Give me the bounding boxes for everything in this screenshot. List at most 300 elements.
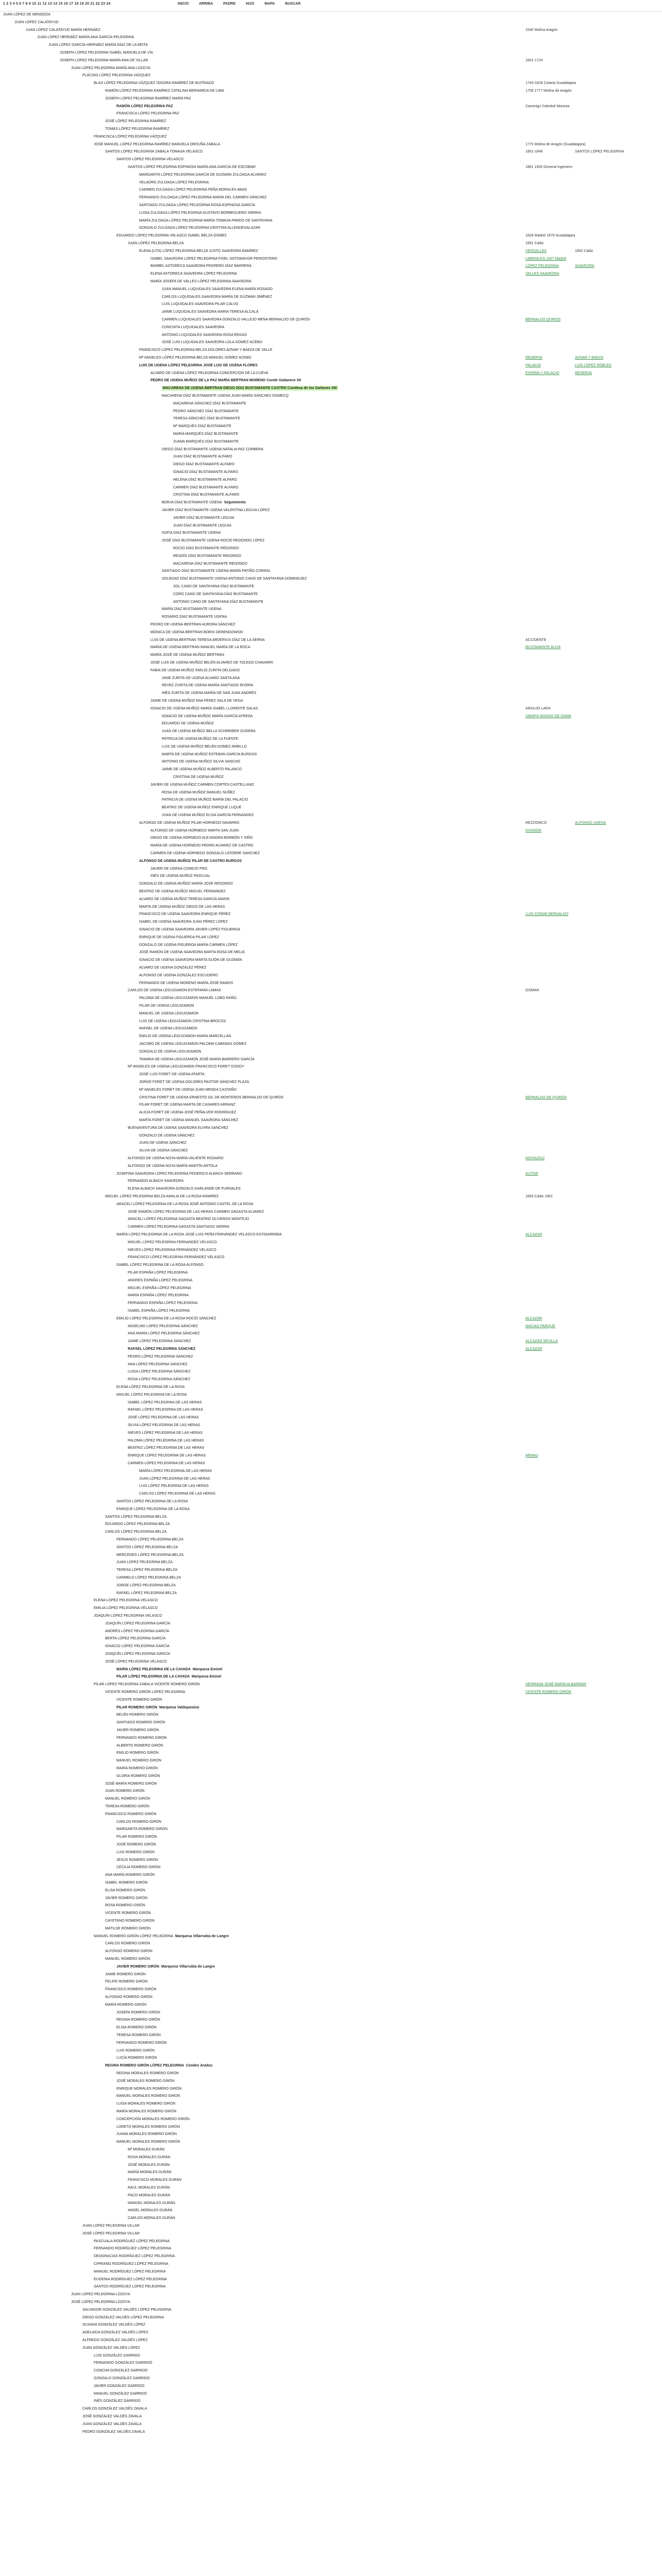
person-name[interactable]: JUAN LÓPEZ PELEGRINA LOZOYA	[71, 2293, 130, 2297]
person-name[interactable]: MARTA FORET DE UGENA MANUEL SAAVEDRA SÁNCHEZ	[139, 1118, 239, 1122]
person-name[interactable]: MANUEL MORALES ROMERO GIRÓN	[116, 2140, 180, 2144]
person-name[interactable]: MARGARITA LÓPEZ PELEGRINA GARCÍA DE GUZMÁN ZULOAGA ALVAREZ	[139, 173, 267, 177]
person-name[interactable]: DIEGO DÍAZ BUSTAMANTE UGENA NATALIA PAZ CORBERA	[162, 447, 264, 451]
person-name[interactable]: SANTOS LÓPEZ PELEGRINA ESPINOSA MARÍA ANA GARCÍA DE ESCOBAR	[128, 165, 256, 169]
info-link[interactable]: AUTOR	[525, 1172, 538, 1176]
person-name[interactable]: MACARENA DÍAZ BUSTAMANTE REDONDO	[173, 562, 248, 566]
menu-item-padre[interactable]: PADRE	[223, 2, 236, 6]
info-link[interactable]: HERMANA JOSÉ MARÍA ALBARRÁN	[525, 1683, 586, 1687]
person-name[interactable]: ANTONIO LUQUIDALES SAAVEDRA ROSA REGAS	[162, 333, 247, 337]
person-name[interactable]: PLÁCIDO LÓPEZ PELEGRINA VÁZQUEZ	[82, 74, 151, 78]
person-name[interactable]: REGINA ROMERO GIRÓN LÓPEZ PELEGRINA	[105, 2064, 184, 2068]
person-name[interactable]: SOL CANO DE SANTAYANA DÍAZ BUSTAMANTE	[173, 585, 254, 588]
info-link[interactable]: DIVISIÓN	[525, 828, 541, 833]
person-name[interactable]: MARTA DE UGENA MUÑOZ DIEGO DE LAS HERAS	[139, 905, 225, 909]
person-name[interactable]: CARMEN LÓPEZ PELEGRINA SAGASTA SANTIAGO SIERRA	[128, 1225, 230, 1229]
person-name[interactable]: CARLOS ROMERO GIRÓN	[105, 1942, 150, 1946]
person-name[interactable]: JOSÉ MARÍA ROMERO GIRÓN	[105, 1782, 157, 1786]
person-name[interactable]: CIPRIANO RODRÍGUEZ LÓPEZ PELEGRINA	[94, 2262, 168, 2266]
person-name[interactable]: MIGUEL LÓPEZ PELEGRINA BELZA AMALIA DE LA ROSA RAMÍREZ	[105, 1195, 219, 1198]
person-name[interactable]: JAVIER DÍAZ BUSTAMANTE UGENA VALENTINA LEGUIA LÓPEZ	[162, 509, 270, 512]
person-name[interactable]: ELISA ROMERO GIRÓN	[116, 2026, 157, 2030]
person-name[interactable]: JOSÉ LUIS DE UGENA MUÑOZ BELÉN ALVAREZ DE TOLEDO CHAVARRI	[150, 661, 274, 665]
person-name[interactable]: JOSÉ DÍAZ BUSTAMANTE UGENA ROCÍO REDONDO LÓPEZ	[162, 539, 265, 543]
person-name[interactable]: SANTOS RODRÍGUEZ LÓPEZ PELEGRINA	[94, 2285, 166, 2289]
person-name[interactable]: EMILIO ROMERO GIRÓN	[116, 1751, 159, 1755]
person-name[interactable]: FERNANDO LÓPEZ PELEGRINA BELZA	[116, 1538, 183, 1541]
person-name[interactable]: ELENA ASTORECA SAAVEDRA LÓPEZ PELEGRINA	[150, 272, 237, 276]
person-name[interactable]: ELENA LÓPEZ PELEGRINA VELASCO	[94, 1599, 158, 1603]
person-name[interactable]: BERTA LÓPEZ PELEGRINA GARCÍA	[105, 1637, 166, 1641]
person-name[interactable]: NIEVES LÓPEZ PELEGRINA FERNÁNDEZ VELASCO	[128, 1248, 216, 1252]
person-name[interactable]: JUAN LÓPEZ DE MENDOZA	[3, 13, 50, 16]
person-name[interactable]: Mª ANGELES DE UGENA LEGUIZAMON FRANCISCO FORET GODOY	[128, 1065, 245, 1069]
person-name[interactable]: FERNANDO GONZÁLEZ GARRIDO	[94, 2361, 152, 2365]
person-name[interactable]: SANTOS LÓPEZ PELEGRINA BELZA	[116, 1545, 178, 1549]
person-name[interactable]: TERESA SÁNCHEZ DÍAZ BUSTAMANTE	[173, 417, 241, 421]
person-name[interactable]: FRANCISCO DE UGENA SAAVEDRA ENRIQUE PÉREZ	[139, 912, 231, 917]
person-name[interactable]: JUANA MARQUÉS DÍAZ BUSTAMANTE	[173, 439, 239, 444]
person-name[interactable]: RAMÓN LÓPEZ PELEGRINA PAZ	[116, 104, 173, 108]
person-name[interactable]: CARLOS LÓPEZ PELEGRINA DE LAS HERAS	[139, 1492, 216, 1496]
person-name[interactable]: MARÍA ZULOAGA LÓPEZ PELEGRINA MARÍA TOMASA PARDO DE SANTAYANA	[139, 218, 273, 223]
person-name[interactable]: MARTA DE UGENA MUÑOZ ESTEBAN GARCÍA BURGOS	[162, 752, 257, 756]
person-name[interactable]: FRANCISCO ROMERO GIRÓN	[105, 1988, 157, 1992]
person-name[interactable]: ALFONSO DE UGENA GONZÁLEZ ESCUDERO	[139, 973, 218, 977]
person-name[interactable]: JAVIER ROMERO GIRÓN	[116, 1728, 159, 1732]
person-name[interactable]: SANTOS LÓPEZ PELEGRINA VELASCO	[116, 158, 184, 162]
person-name[interactable]: Mª ANGELES FORET DE UGENA JUAN MENDA CASTAÑO	[139, 1088, 237, 1092]
person-name[interactable]: EDUARDO DE UGENA MUÑOZ	[162, 722, 214, 726]
person-name[interactable]: ALFONSO ROMERO GIRÓN	[105, 1995, 152, 1999]
person-name[interactable]: INÉS GONZÁLEZ GARRIDO	[94, 2399, 141, 2403]
person-name[interactable]: VICENTE ROMERO GIRÓN	[105, 1911, 151, 1916]
person-name[interactable]: IGNACIO DE UGENA MUÑOZ MARÍA ISABEL LLORENTE SALAS	[150, 706, 258, 710]
person-name[interactable]: ALFONSO DE UGENA MUÑOZ PILAR DE CASTRO BURGOS	[139, 859, 242, 863]
person-name[interactable]: JUAN ROMERO GIRÓN	[105, 1789, 145, 1793]
person-name[interactable]: JUAN DE UGENA SÁNCHEZ	[139, 1141, 186, 1145]
person-name[interactable]: EMILIO LÓPEZ PELEGRINA DE LA ROSA ROCÍO SÁNCHEZ	[116, 1316, 216, 1320]
person-name[interactable]: EUGENIA RODRÍGUEZ LÓPEZ PELEGRINA	[94, 2277, 167, 2281]
person-name[interactable]: EMILIO DE UGENA LEGUIZAMON MARÍA MARCELLÁN	[139, 1035, 231, 1039]
person-name[interactable]: MARÍA JOSÉ DE UGENA MUÑOZ BERTRAN	[150, 653, 225, 657]
person-name[interactable]: GONZALO DE UGENA FIGUEROA MARÍA CARMEN LÓPEZ	[139, 943, 238, 947]
person-name[interactable]: PEDRO DE UGENA MUÑOZ DE LA PAZ MARÍA BERTRAN MORENO Conde Gaitanero XII	[150, 379, 301, 383]
person-name[interactable]: MANUEL ROMERO GIRÓN	[105, 1797, 150, 1801]
person-name[interactable]: FERNANDO ROMERO GIRÓN	[116, 1736, 167, 1740]
person-name[interactable]: PILAR DE UGENA LEGUIZAMON	[139, 1004, 194, 1008]
person-name[interactable]: ISABEL LÓPEZ PELEGRINA DE LA ROSA ALFONSO	[116, 1263, 203, 1267]
person-name[interactable]: JUAN DÍAZ BUSTAMANTE LEGUIA	[173, 523, 232, 528]
person-name[interactable]: ANTONIO DE UGENA MUÑOZ SILVIA SANCHO	[162, 760, 241, 764]
person-name[interactable]: GLORIA ROMERO GIRÓN	[116, 1774, 160, 1778]
person-name[interactable]: FRANCISCO LÓPEZ PELEGRINA BELZA DOLORES AZNAR Y BAEZA DE VALLE	[139, 348, 273, 352]
person-name[interactable]: PILAR FORET DE UGENA MARTA DE CASARES ARRANZ	[139, 1103, 235, 1107]
person-name[interactable]: CECILIA ROMERO GIRÓN	[116, 1866, 161, 1870]
person-name[interactable]: MANUEL MORALES ROMERO GIRÓN	[116, 2094, 180, 2098]
person-name[interactable]: MARÍA DE UGENA BERTRAN MANUEL MARÍA DE LA ROCA	[150, 646, 250, 650]
person-name[interactable]: JUAN LÓPEZ PELEGRINA DE LAS HERAS	[139, 1477, 210, 1481]
info-link-secondary[interactable]: ALFONSO UGENA	[575, 821, 606, 825]
person-name[interactable]: MÓNICA DE UGENA BERTRAN BORIS DERENGOWSKI	[150, 630, 243, 634]
person-name[interactable]: JOSEFA ROMERO GIRÓN	[116, 2010, 160, 2014]
person-name[interactable]: JUAN DE UGENA MUÑOZ ELISA GARCÍA FERNANDEZ	[162, 814, 254, 817]
person-name[interactable]: MANUEL GONZÁLEZ GARRIDO	[94, 2392, 147, 2396]
person-name[interactable]: ALFONSO ROMERO GIRÓN	[105, 1950, 152, 1954]
menu-item-inicio[interactable]: INICIO	[178, 2, 189, 6]
person-name[interactable]: PASCUALA RODRÍGUEZ LÓPEZ PELEGRINA	[94, 2239, 170, 2243]
person-name[interactable]: ANA MARÍA LÓPEZ PELEGRINA SÁNCHEZ	[128, 1332, 200, 1336]
menu-item-mapa[interactable]: MAPA	[264, 2, 275, 6]
person-name[interactable]: ARACELI LÓPEZ PELEGRINA SAGASTA BEATRIZ OLIVEROS MONTEJO	[128, 1217, 249, 1222]
person-name[interactable]: JOSÉ LUIS FORET DE UGENA ATARTA	[139, 1073, 205, 1077]
person-name[interactable]: JANE ZURITA DE UGENA ALVARO SANTA ANA	[162, 676, 240, 680]
person-name[interactable]: CARLOS LUQUIDALES SAAVEDRA MARÍA DE GÚZMAN JIMÉNEZ	[162, 295, 272, 299]
person-name[interactable]: ISABEL LÓPEZ PELEGRINA DE LAS HERAS	[128, 1400, 202, 1404]
person-name[interactable]: JORGE LÓPEZ PELEGRINA BELZA	[116, 1583, 176, 1587]
person-name[interactable]: PALOMA LÓPEZ PELEGRINA DE LAS HERAS	[128, 1438, 204, 1443]
person-name[interactable]: VICENTE ROMERO GIRÓN LÓPEZ PELEGRINA	[105, 1690, 185, 1694]
person-name[interactable]: ALFREDO GONZÁLEZ VALDÉS LÓPEZ	[82, 2338, 148, 2342]
person-name[interactable]: MARÍA LÓPEZ PELEGRINA DE LA ROSA JOSÉ LUIS PEÑA FERNÁNDEZ VELASCO-ESTIGARRIBIA	[116, 1233, 282, 1236]
info-link[interactable]: LUIS CONDE BERNALDO	[525, 912, 569, 917]
person-name[interactable]: TERESA ROMERO GIRÓN	[116, 2033, 161, 2037]
person-name[interactable]: LUIS LUQUIDALES SAAVEDRA PILAR CALVO	[162, 302, 239, 307]
person-name[interactable]: DIEGO GONZÁLEZ VALDÉS LÓPEZ PELEGRINA	[82, 2315, 164, 2319]
person-name[interactable]: CONCEPCIÓN MORALES ROMERO GIRÓN	[116, 2117, 190, 2121]
person-name[interactable]: LUIS DE UGENA LÓPEZ PELEGRINA JOSÉ LUIS DE UGENA FLORES	[139, 363, 258, 367]
person-name[interactable]: IGNACIO DE UGENA MUÑOZ MARÍA GARCÍA ATRESA	[162, 714, 253, 718]
person-name[interactable]: ROCÍO DÍAZ BUSTAMANTE REDONDO	[173, 547, 239, 550]
person-name[interactable]: CARMEN DE UGENA HORNEDO GONZALO LATORRE SANCHEZ	[150, 852, 260, 855]
person-name[interactable]: ANA MARÍA ROMERO GIRÓN	[105, 1873, 155, 1877]
menu-item-hijo[interactable]: HIJO	[246, 2, 254, 6]
person-name[interactable]: EMILIA LÓPEZ PELEGRINA VELASCO	[94, 1606, 158, 1611]
person-name[interactable]: PILAR LÓPEZ PELEGRINA DE LA CAVADA	[116, 1675, 190, 1679]
person-name[interactable]: JUAN GONZÁLEZ VALDÉS ZAVALA	[82, 2422, 142, 2426]
person-name[interactable]: FABIA DE UGENA MUÑOZ EMILIO ZURITA DELGADO	[150, 668, 240, 672]
person-name[interactable]: ANA LÓPEZ PELEGRINA SÁNCHEZ	[128, 1362, 188, 1366]
person-name[interactable]: BEATRIZ DE UGENA MUÑOZ MIGUEL FERNANDEZ	[139, 890, 226, 893]
person-name[interactable]: ENRIQUE LÓPEZ PELEGRINA DE LA ROSA	[116, 1507, 190, 1511]
person-name[interactable]: SANTIAGO ZULOAGA LÓPEZ PELEGRINA ROSA ESPINOSA GARCÍA	[139, 204, 256, 207]
person-name[interactable]: JAVIER ROMERO GIRÓN	[116, 1964, 160, 1969]
person-name[interactable]: Mª MORALES DURÁN	[128, 2148, 165, 2151]
person-name[interactable]: JESÚS ROMERO GIRÓN	[116, 1858, 158, 1862]
person-name[interactable]: MIGUEL LÓPEZ PELEGRINA FERNANDEZ VELASCO	[128, 1240, 217, 1244]
person-name[interactable]: ISABEL DE UGENA SAAVEDRA JUAN PÉREZ LÓPEZ	[139, 920, 228, 924]
person-name[interactable]: MIGUEL LÓPEZ PELEGRINA DE LA ROSA	[116, 1393, 187, 1397]
person-name[interactable]: FRANCISCO LÓPEZ PELEGRINA FERNÁNDEZ VELASCO	[128, 1256, 225, 1260]
person-name[interactable]: CRISTINA FORET DE UGENA ERNESTO GIL DE MONTEROS BERNALDO DE QUIRÓS	[139, 1095, 284, 1099]
person-name[interactable]: LUIS ROMERO GIRÓN	[116, 2048, 155, 2053]
info-link[interactable]: BUSTAMANTE ALVIA	[525, 646, 561, 650]
person-name[interactable]: DEOGRACIAS RODRÍGUEZ LÓPEZ PELEGRINA	[94, 2255, 175, 2259]
person-name[interactable]: MANUEL DE UGENA LEGUIZAMON	[139, 1011, 199, 1015]
person-name[interactable]: FRANCISCO MORALES DURÁN	[128, 2178, 182, 2182]
person-name[interactable]: CARLOS MORALES DURÁN	[128, 2216, 175, 2221]
person-name[interactable]: IGNACIO DE UGENA SAAVEDRA JAVIER LOPEZ FIGUEROA	[139, 928, 241, 931]
person-name[interactable]: MARÍA ESPAÑA LÓPEZ PELEGRINA	[128, 1294, 189, 1298]
person-name[interactable]: RAMÓN LÓPEZ PELEGRINA RAMÍREZ CATALINA BERNARDA DE LIMA	[105, 89, 225, 93]
person-name[interactable]: REGINA MORALES ROMERO GIRÓN	[116, 2072, 179, 2075]
info-link[interactable]: LÓPEZ PELEGRINA	[525, 264, 559, 268]
person-name[interactable]: BORJA DÍAZ BUSTAMANTE UGENA	[162, 501, 222, 505]
menu-item-arriba[interactable]: ARRIBA	[199, 2, 213, 6]
info-link[interactable]: PALACIO	[525, 363, 541, 367]
person-name[interactable]: MARÍA DE UGENA HORNEDO PEDRO ALVAREZ DE CASTRO	[150, 844, 253, 848]
person-name[interactable]: JUAN LÓPEZ GARCÍA-HERNÁEZ MARÍA DÍAZ DE LA MOTA	[48, 43, 148, 47]
person-name[interactable]: RAFAEL DE UGENA LEGUIZAMON	[139, 1027, 197, 1031]
person-name[interactable]: ROSARIO DÍAZ BUSTAMANTE UGENA	[162, 615, 227, 619]
info-link[interactable]: ALCAZAR	[525, 1233, 542, 1236]
person-name[interactable]: ENRIQUE LÓPEZ PELEGRINA DE LAS HERAS	[128, 1454, 206, 1458]
person-name[interactable]: ELISA ROMERO GIRÓN	[105, 1888, 145, 1892]
person-name[interactable]: ALICIA FORET DE UGENA JOSÉ PEÑALVER RODRÍGUEZ	[139, 1111, 236, 1115]
menu-item-buscar[interactable]: BUSCAR	[285, 2, 301, 6]
person-name[interactable]: MARÍA JOSEFA DE VALLES LÓPEZ PELEGRINA SAAVEDRA	[150, 280, 251, 283]
person-name[interactable]: IGNACIO DÍAZ BUSTAMANTE ALFARO	[173, 470, 238, 474]
person-name[interactable]: TAMARA DE UGENA LEGUIZAMON JOSÉ MARÍA BARRERO GARCÍA	[139, 1057, 254, 1061]
person-name[interactable]: JOAQUÍN LÓPEZ PELEGRINA GARCÍA	[105, 1652, 171, 1656]
person-name[interactable]: VICENTE ROMERO GIRÓN	[116, 1698, 162, 1702]
person-name[interactable]: JAIME DE UGENA MUÑOZ ANA PEREZ SALA DE VEGA	[150, 699, 243, 703]
person-name[interactable]: ARACELI LÓPEZ PELEGRINA DE LA ROSA JOSÉ ANTONIO CASTEL DE LA ROSA	[116, 1202, 253, 1206]
person-name[interactable]: BEATRIZ DE UGENA MUÑOZ ENRIQUE LUQUE	[162, 806, 242, 810]
person-name[interactable]: ELENA ALBACH SAAVEDRA GONZALO GARLANDE DE FURNALES	[128, 1187, 241, 1191]
person-name[interactable]: JOSÉ LUIS LUQUIDALES SAAVEDRA LOLA GÓMEZ-ACEBO	[162, 341, 263, 345]
person-name[interactable]: ISABEL SAAVEDRA LÓPEZ PELEGRINA FIDEL SOTOMAYOR PERIOSTERO	[150, 257, 278, 261]
person-name[interactable]: ANDRÉS LÓPEZ PELEGRINA GARCÍA	[105, 1629, 169, 1633]
person-name[interactable]: SUSANA GONZÁLEZ VALDÉS LÓPEZ	[82, 2323, 146, 2327]
info-link-secondary[interactable]: AZNAR Y BAEZA	[575, 356, 603, 360]
person-name[interactable]: ROSA DE UGENA MUÑOZ MANUEL NUÑEZ	[162, 790, 235, 794]
person-name[interactable]: BUENAVENTURA DE UGENA SAAVEDRA ELVIRA SANCHEZ	[128, 1126, 229, 1130]
info-link[interactable]: BERNALDO QUIRÓS	[525, 318, 561, 321]
person-name[interactable]: JOSEFINA SAAVEDRA LÓPEZ PELEGRINA FEDERICO ALBACH SERRANO	[116, 1172, 242, 1176]
person-name[interactable]: PILAR ROMERO GIRÓN	[116, 1705, 158, 1709]
person-name[interactable]: JOSÉ LÓPEZ PELEGRINA VILLAR	[82, 2231, 140, 2235]
person-name[interactable]: GONZALO DE UGENA MUÑOZ MARÍA JOSÉ REDONDO	[139, 882, 233, 886]
person-name[interactable]: JOSÉ MORALES ROMERO GIRÓN	[116, 2079, 175, 2083]
person-name[interactable]: MERCEDES LÓPEZ PELEGRINA BELZA	[116, 1553, 184, 1557]
person-name[interactable]: PALOMA DE UGENA LEGUIZAMON MANUEL LOBO RAÑO	[139, 996, 237, 1001]
person-name[interactable]: RAFAEL LÓPEZ PELEGRINA DE LAS HERAS	[128, 1408, 203, 1412]
person-name[interactable]: FRANCISCA LÓPEZ PELEGRINA PAZ	[116, 112, 179, 116]
person-name[interactable]: MARÍA ROMERO GIRÓN	[105, 2003, 147, 2007]
person-name[interactable]: GONZALO DE UGENA LEGUIZAMON	[139, 1049, 201, 1054]
person-name[interactable]: ANSELMO LÓPEZ PELEGRINA SÁNCHEZ	[128, 1324, 198, 1328]
person-name[interactable]: FRANCISCA LÓPEZ PELEGRINA VÁZQUEZ	[94, 134, 167, 139]
info-link-secondary[interactable]: LUIS LÓPEZ ROBLES	[575, 363, 612, 367]
person-name[interactable]: JUAN LÓPEZ CALATAYUD MARÍA HERNÁEZ	[26, 28, 100, 32]
person-name[interactable]: ANGEL MORALES DURÁN	[128, 2209, 173, 2213]
person-name[interactable]: GONZALO DE UGENA SÁNCHEZ	[139, 1133, 195, 1138]
person-name[interactable]: REGINA ROMERO GIRÓN	[116, 2018, 160, 2022]
person-name[interactable]: JOSEPH LÓPEZ PELEGRINA MARÍA ANA DE VILLAR	[60, 58, 148, 62]
person-name[interactable]: JUAN DE UGENA MUÑOZ BELLA SCHREIBER GUERRA	[162, 730, 256, 734]
person-name[interactable]: ALBERTO ROMERO GIRÓN	[116, 1743, 163, 1748]
person-name[interactable]: IGNACIO LÓPEZ PELEGRINA GARCÍA	[105, 1645, 169, 1649]
person-name[interactable]: LORETO MORALES ROMERO GIRÓN	[116, 2125, 180, 2129]
person-name[interactable]: PATRICIA DE UGENA MUÑOZ DE LA FUENTE	[162, 737, 239, 741]
person-name[interactable]: CARLOS GONZÁLEZ VALDÉS ZAVALA	[82, 2407, 147, 2411]
person-name[interactable]: CARMEN DÍAZ BUSTAMANTE ALFARO	[173, 485, 239, 489]
person-name[interactable]: JUAN LÓPEZ PELEGRINA VILLAR	[82, 2224, 140, 2228]
person-name[interactable]: PILAR ESPAÑA LÓPEZ PELEGRINA	[128, 1271, 188, 1275]
person-name[interactable]: PATRICIA DE UGENA MUÑOZ MARÍA DEL PALACIO	[162, 798, 248, 802]
person-name[interactable]: DIEGO DÍAZ BUSTAMANTE ALFARO	[173, 463, 234, 467]
person-name[interactable]: SOLEDAD DÍAZ BUSTAMANTE UGENA ANTONIO CANO DE SANTAYANA DOMINGUEZ	[162, 577, 307, 581]
person-name[interactable]: LUIS ROMERO GIRÓN	[116, 1850, 155, 1854]
person-name[interactable]: JUAN GONZÁLEZ VALDÉS LÓPEZ	[82, 2346, 140, 2350]
person-name[interactable]: JUAN LÓPEZ PELEGRINA BELZA	[116, 1561, 173, 1565]
person-name[interactable]: RAFAEL LÓPEZ PELEGRINA SÁNCHEZ	[128, 1347, 196, 1351]
person-name[interactable]: BELÉN ROMERO GIRÓN	[116, 1713, 159, 1717]
person-name[interactable]: ELENA LÓPEZ PELEGRINA DE LA ROSA	[116, 1385, 185, 1389]
info-link[interactable]: OBISPO BURGO DE OSMA	[525, 714, 571, 718]
person-name[interactable]: JUAN LÓPEZ HERNÁEZ MARÍA ANA GARCÍA PELEGRINA	[37, 36, 134, 40]
person-name[interactable]: ANTONIO CANO DE SANTAYANA DÍAZ BUSTAMANTE	[173, 600, 264, 604]
person-name[interactable]: BLAS LÓPEZ PELEGRINA VÁZQUEZ ISIDORA RAMÍREZ DE BUITRAGO	[94, 81, 214, 86]
person-name[interactable]: LUISA ZULOAGA LÓPEZ PELEGRINA GUSTAVO BORBEGUERO SIERRA	[139, 211, 261, 215]
person-name[interactable]: SANTIAGO DÍAZ BUSTAMANTE UGENA MARÍA PATIÑO CORRAL	[162, 569, 271, 573]
person-name[interactable]: JAIME LUQUIDALES SAAVEDRA MARÍA TERESA ALCALÁ	[162, 310, 259, 314]
person-name[interactable]: JOSEPH LÓPEZ PELEGRINA ISABEL MANUELA DE VÍA	[60, 51, 154, 55]
person-name[interactable]: PEDRO GONZÁLEZ VALDÉS ZAVALA	[82, 2430, 145, 2434]
person-name[interactable]: TERESA ROMERO GIRÓN	[105, 1805, 149, 1808]
person-name[interactable]: REGOÍS DÍAZ BUSTAMANTE REDONDO	[173, 554, 242, 558]
person-name[interactable]: GONZALO ZULOAGA LÓPEZ PELEGRINA CRISTINA ALLENDESALAZAR	[139, 226, 261, 230]
info-link[interactable]: ARNAU	[525, 1454, 538, 1458]
person-name[interactable]: CARLOS LÓPEZ PELEGRINA BELZA	[105, 1530, 167, 1534]
person-name[interactable]: ALFONSO DE UGENA HORNEDO MARTA SAN JUAN	[150, 828, 239, 833]
info-link-secondary[interactable]: SAAVEDRA	[575, 264, 595, 268]
info-link[interactable]: RESERVA	[525, 356, 542, 360]
person-name[interactable]: SALVADOR GONZÁLEZ VALDÉS LÓPEZ PELEGRINA	[82, 2308, 172, 2312]
person-name[interactable]: MARÍA LÓPEZ PELEGRINA DE LAS HERAS	[139, 1469, 212, 1473]
person-name[interactable]: MANUEL MORALES DURÁN	[128, 2201, 175, 2205]
person-name[interactable]: JUAN DÍAZ BUSTAMANTE ALFARO	[173, 455, 232, 459]
person-name[interactable]: IGNACIO DE UGENA SAAVEDRA MARTA GIJÓN DE GUZMÁN	[139, 958, 242, 962]
person-name[interactable]: SILVIA DE UGENA SÁNCHEZ	[139, 1149, 188, 1153]
person-name[interactable]: JUANA MORALES ROMERO GIRÓN	[116, 2132, 177, 2137]
person-name[interactable]: JOSÉ LÓPEZ PELEGRINA DE LAS HERAS	[128, 1416, 199, 1420]
person-name[interactable]: ALFONSO DE UGENA NOYA MARÍA VALIENTE ROSARIO	[128, 1157, 224, 1160]
person-name[interactable]: PILAR LÓPEZ PELEGRINA ZABALA VICENTE ROMERO GIRÓN	[94, 1683, 200, 1687]
person-name[interactable]: BEATRIZ LÓPEZ PELEGRINA DE LAS HERAS	[128, 1446, 205, 1450]
person-name[interactable]: FERNANDO ZULOAGA LÓPEZ PELEGRINA MARÍA DEL CARMEN SÁNCHEZ	[139, 196, 267, 200]
info-link[interactable]: ALCAZAR	[525, 1316, 542, 1320]
person-name[interactable]: JAVIER DE UGENA MUÑOZ CARMEN CORTÉS CASTELLANO	[150, 783, 254, 787]
person-name[interactable]: CARLOS DE UGENA LEGUIZAMON ESTEFANÍA LAMAS	[128, 989, 221, 993]
person-name[interactable]: JOAQUÍN LÓPEZ PELEGRINA GARCÍA	[105, 1621, 171, 1625]
person-name[interactable]: FERNANDO ROMERO GIRÓN	[116, 2041, 167, 2045]
person-name[interactable]: PACO MORALES DURÁN	[128, 2193, 171, 2197]
person-name[interactable]: MARGARITA ROMERO GIRÓN	[116, 1827, 168, 1832]
person-name[interactable]: JOSÉ LÓPEZ PELEGRINA VELASCO	[105, 1659, 167, 1664]
person-name[interactable]: LUISA LÓPEZ PELEGRINA SÁNCHEZ	[128, 1370, 191, 1374]
person-name[interactable]: CARMEN LÓPEZ PELEGRINA DE LAS HERAS	[128, 1462, 205, 1465]
info-link[interactable]: VALLES SAAVEDRA	[525, 272, 559, 276]
person-name[interactable]: JORGE FORET DE UGENA DOLORES PASTOR SÁNCHEZ PLAZA	[139, 1080, 249, 1084]
person-name[interactable]: EDUARDO LÓPEZ PELEGRINA BELZA	[105, 1522, 170, 1527]
person-name[interactable]: JAVIER DÍAZ BUSTAMANTE LEGUIA	[173, 516, 234, 520]
info-link[interactable]: VICENTE ROMERO GIRÓN	[525, 1690, 571, 1694]
person-name[interactable]: ROSA LÓPEZ PELEGRINA SÁNCHEZ	[128, 1378, 191, 1382]
info-link[interactable]: MACIAS PARQUE	[525, 1324, 555, 1328]
person-name[interactable]: INÉS ZURITA DE UGENA MARÍA DE SAN JUAN ANDRÉS	[162, 691, 257, 696]
person-name[interactable]: ANDRÉS ESPAÑA LÓPEZ PELEGRINA	[128, 1278, 193, 1282]
person-name[interactable]: FERNANDO ESPAÑA LÓPEZ PELEGRINA	[128, 1301, 198, 1306]
info-link[interactable]: ESPAÑA Y PALACIO	[525, 371, 559, 375]
person-name[interactable]: RAÚL MORALES DURÁN	[128, 2186, 170, 2190]
person-name[interactable]: MACARENA SÁNCHEZ DÍAZ BUSTAMANTE	[173, 401, 246, 405]
info-link[interactable]: ALCAZAR SEVILLA	[525, 1340, 558, 1344]
person-name[interactable]: MANUEL ROMERO GIRÓN LÓPEZ PELEGRINA	[94, 1934, 174, 1938]
person-name[interactable]: JUAN LÓPEZ CALATAYUD	[14, 20, 59, 24]
person-name[interactable]: JOSÉ RAMÓN DE UGENA SAAVEDRA MARTA ROSA DE MELIÁ	[139, 951, 245, 955]
person-name[interactable]: JOSÉ LÓPEZ PELEGRINA LOZOYA	[71, 2300, 130, 2304]
person-name[interactable]: PEDRO DE UGENA BERTRAN AURORA SÁNCHEZ	[150, 623, 235, 626]
person-name[interactable]: JAVIER GONZÁLEZ GARRIDO	[94, 2384, 145, 2388]
person-name[interactable]: SANTOS LÓPEZ PELEGRINA DE LA ROSA	[116, 1500, 188, 1503]
person-name[interactable]: LUIS LÓPEZ PELEGRINA DE LAS HERAS	[139, 1484, 209, 1488]
person-name[interactable]: MANUEL ROMERO GIRÓN	[105, 1957, 150, 1961]
person-name[interactable]: LUIS DE UGENA LEGUIZAMON CRISTINA BROCOS	[139, 1019, 226, 1023]
person-name[interactable]: JOSÉ ROMERO GIRÓN	[116, 1843, 156, 1846]
person-name[interactable]: EDUARDO LÓPEZ PELEGRINA VELASCO ISABEL BELZA GÓMEZ	[116, 234, 227, 238]
person-name[interactable]: JOSÉ GONZÁLEZ VALDÉS ZAVALA	[82, 2415, 142, 2418]
person-name[interactable]: JAIME ROMERO GIRÓN	[105, 1972, 146, 1976]
person-name[interactable]: ENRIQUE MORALES ROMERO GIRÓN	[116, 2087, 182, 2091]
person-name[interactable]: ALVARO DE UGENA MUÑOZ TERESA GARCÍA MARIN	[139, 897, 230, 901]
person-name[interactable]: LUCÍA ROMERO GIRÓN	[116, 2056, 157, 2060]
person-name[interactable]: SANTIAGO ROMERO GIRÓN	[116, 1721, 165, 1725]
person-name[interactable]: MARÍA LÓPEZ PELEGRINA DE LA CAVADA	[116, 1667, 191, 1671]
person-name[interactable]: CONCHA GONZÁLEZ GARRIDO	[94, 2369, 148, 2373]
person-name[interactable]: PILAR ROMERO GIRÓN	[116, 1835, 157, 1839]
person-name[interactable]: CRISTINA DE UGENA MUÑOZ	[173, 775, 224, 779]
person-name[interactable]: LUIS DE UGENA BERTRAN TERESA ARDERIUS DÍAZ DE LA SERNA	[150, 638, 265, 642]
info-link[interactable]: NOVIAZGO	[525, 1157, 545, 1160]
person-name[interactable]: LUIS DE UGENA MUÑOZ BELÉN GOMEZ ARBILLO	[162, 744, 247, 749]
info-link[interactable]: VERSALLES	[525, 249, 547, 253]
person-name[interactable]: ALVARO DE UGENA LÓPEZ PELEGRINA CONCEPCIÓN DE LA CUEVA	[150, 371, 268, 375]
generation-numbers[interactable]: 1 2 3 4 5 6 7 8 9 10 11 12 13 14 15 16 17 18 19 20 21 22 23 24	[3, 2, 111, 6]
person-name[interactable]: PEDRO SÁNCHEZ DÍAZ BUSTAMANTE	[173, 409, 239, 413]
person-name[interactable]: Mª ANGELES LÓPEZ PELEGRINA BELZA MANUEL GÓMEZ ACEBO	[139, 356, 251, 360]
info-link[interactable]: BERNALDO DE QUIRÓS	[525, 1095, 567, 1099]
person-name[interactable]: SILVIA LÓPEZ PELEGRINA DE LAS HERAS	[128, 1423, 200, 1427]
person-name[interactable]: Mª MARQUÉS DÍAZ BUSTAMANTE	[173, 425, 231, 429]
person-name[interactable]: JAIME LÓPEZ PELEGRINA SÁNCHEZ	[128, 1340, 191, 1344]
person-name[interactable]: NIEVES LÓPEZ PELEGRINA DE LAS HERAS	[128, 1431, 203, 1435]
person-name[interactable]: JOSÉ MORALES DURÁN	[128, 2163, 170, 2167]
person-name[interactable]: REVEZ ZURITA DE UGENA MARÍA SANTIAGO RIVERA	[162, 684, 253, 688]
person-name[interactable]: JUAN LÓPEZ PELEGRINA MARÍA ANA LOZOYA	[71, 66, 150, 70]
person-name[interactable]: MARÍA MORALES ROMERO GIRÓN	[116, 2110, 177, 2113]
person-name[interactable]: CRISTINA DÍAZ BUSTAMANTE ALFARO	[173, 493, 240, 497]
person-name[interactable]: TOMÁS LÓPEZ PELEGRINA RAMÍREZ	[105, 127, 169, 131]
person-name[interactable]: CAYETANO ROMERO GIRÓN	[105, 1919, 155, 1923]
person-name[interactable]: BARBEL ASTORECA SAAVEDRA PEDRERO DÍAZ BARRERA	[150, 264, 252, 268]
person-name[interactable]: JOSÉ MANUEL LÓPEZ PELEGRINA RAMÍREZ MANUELA ORDUÑA ZABALA	[94, 142, 220, 146]
person-name[interactable]: MARÍA MARQUÉS DÍAZ BUSTAMANTE	[173, 432, 239, 436]
person-name[interactable]: ALFONSO DE UGENA MUÑOZ PILAR HORNEDO NAVARRO	[139, 821, 240, 825]
person-name[interactable]: MATILDE ROMERO GIRÓN	[105, 1926, 151, 1930]
person-name[interactable]: ALFONSO DE UGENA NOYA MARÍA MARTÍN ARTOLA	[128, 1164, 218, 1168]
